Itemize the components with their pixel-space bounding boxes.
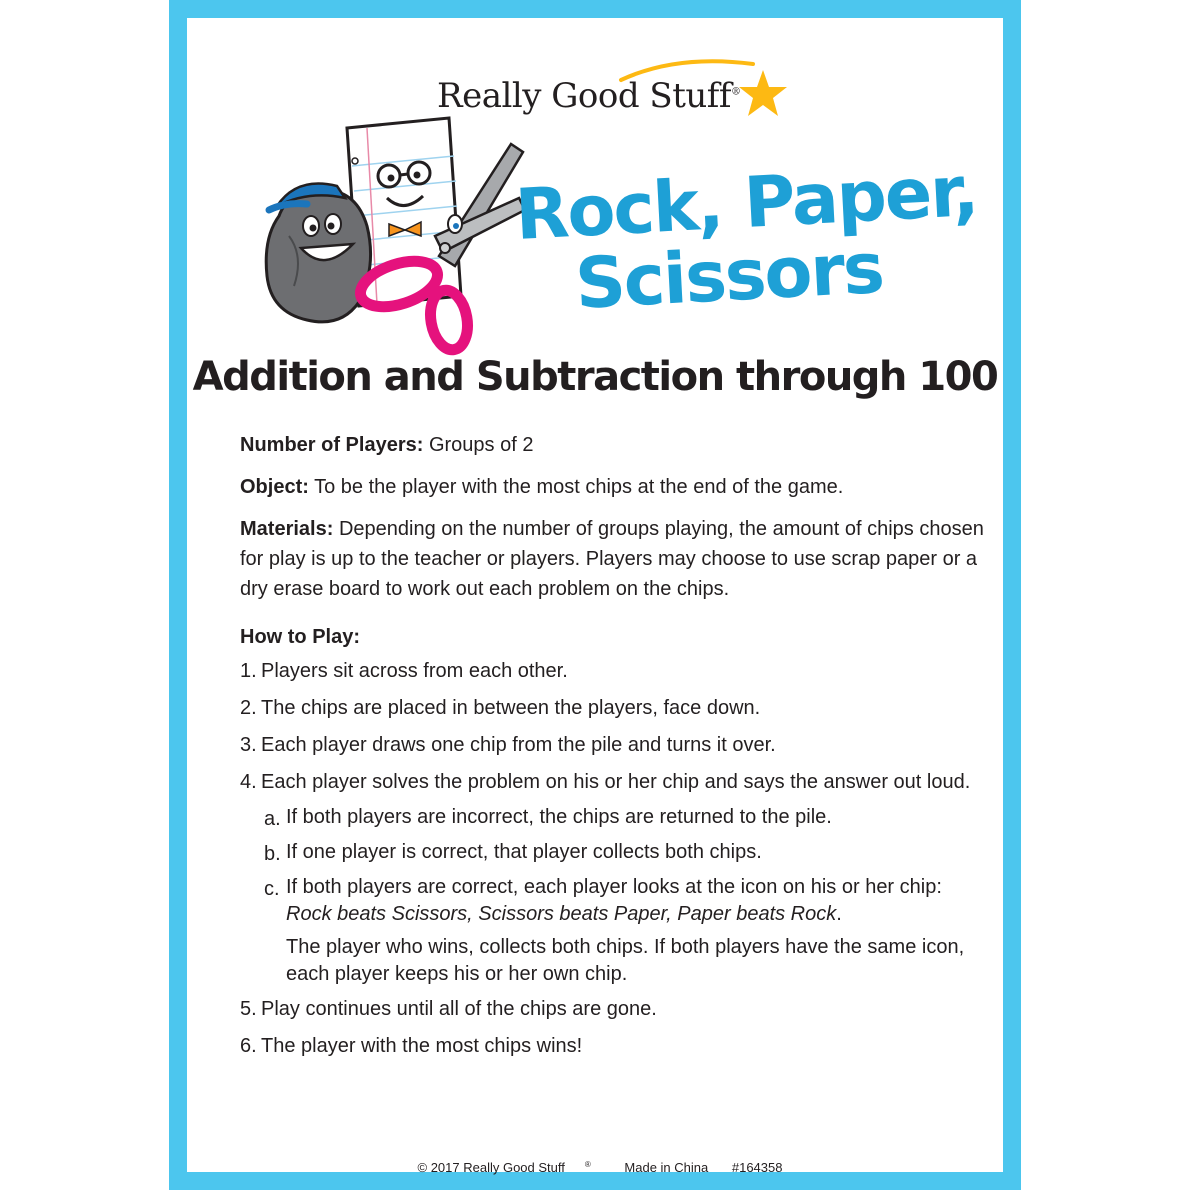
game-card [169, 0, 1021, 1190]
logo-text: Really Good Stuff® [437, 76, 741, 116]
how-to-play-heading: How to Play: [240, 626, 361, 648]
substep-text-main: If both players are correct, each player looks at the icon on his or her chip: [286, 876, 942, 898]
step-text: The player with the most chips wins! [261, 1035, 583, 1057]
step-text: The chips are placed in between the players, face down. [261, 697, 761, 719]
substep-text [286, 874, 985, 928]
step-item [240, 656, 985, 686]
materials-label: Materials: [240, 518, 334, 540]
rock-paper-scissors-illustration [249, 106, 539, 356]
substep-letter: c. [264, 878, 280, 900]
win-note: The player who wins, collects both chips. If both players have the same icon, each player keeps his or her own chip. [286, 936, 965, 985]
step-number: 4. [240, 771, 257, 793]
step-text: Each player solves the problem on his or her chip and says the answer out loud. [261, 771, 971, 793]
object-section [240, 472, 985, 502]
title-line-2: Scissors [573, 226, 885, 325]
substep-item [264, 874, 985, 928]
step-text: Players sit across from each other. [261, 660, 568, 682]
title-line-1: Rock, Paper, [513, 149, 979, 256]
made-in: Made in China [624, 1160, 709, 1176]
step-text: Each player draws one chip from the pile and turns it over. [261, 734, 776, 756]
instructions [240, 430, 985, 1068]
players-text: Groups of 2 [428, 434, 534, 456]
step-number: 3. [240, 734, 257, 756]
materials-text: Depending on the number of groups playing, the amount of chips chosen for play is up to the teacher or players. Players may choose to use scrap paper or a dry erase board to work out each problem on the chips. [240, 518, 984, 600]
step-item [240, 994, 985, 1024]
step-number: 5. [240, 998, 257, 1020]
step-text: Play continues until all of the chips are gone. [261, 998, 657, 1020]
substep-rule: Rock beats Scissors, Scissors beats Paper, Paper beats Rock [286, 903, 837, 925]
players-label: Number of Players: [240, 434, 424, 456]
step-number: 2. [240, 697, 257, 719]
substep-item [264, 804, 985, 834]
object-text: To be the player with the most chips at the end of the game. [314, 476, 844, 498]
substep-letter: b. [264, 843, 281, 865]
players-section [240, 430, 985, 460]
game-title [513, 149, 979, 325]
substep-text: If one player is correct, that player collects both chips. [286, 841, 762, 863]
substep-item [264, 839, 985, 869]
step-number: 6. [240, 1035, 257, 1057]
substep-text: If both players are incorrect, the chips are returned to the pile. [286, 806, 832, 828]
step-number: 1. [240, 660, 257, 682]
item-number: #164358 [731, 1160, 783, 1176]
substep-end: . [836, 903, 842, 925]
object-label: Object: [240, 476, 309, 498]
rock-character-icon [266, 184, 370, 322]
step-item [240, 767, 985, 797]
step-item [240, 730, 985, 760]
materials-section [240, 514, 985, 604]
step-item [240, 1031, 985, 1061]
copyright: © 2017 Really Good Stuff ® [417, 1160, 591, 1176]
game-subtitle: Addition and Subtraction through 100 [192, 354, 998, 400]
step-item [240, 693, 985, 723]
star-icon [737, 68, 789, 120]
card-content [187, 18, 1003, 1176]
footer [187, 1160, 1003, 1175]
substep-letter: a. [264, 808, 281, 830]
